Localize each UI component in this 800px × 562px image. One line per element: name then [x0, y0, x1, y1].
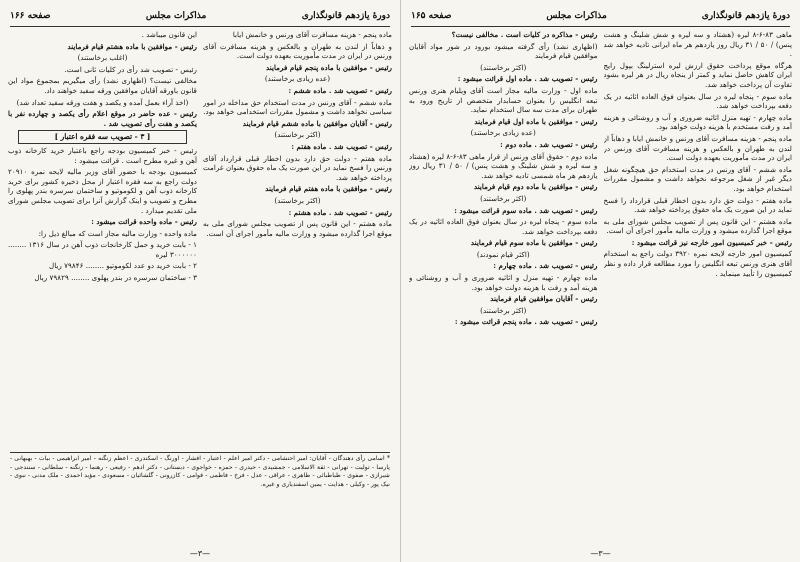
- paragraph: رئیس - موافقین با ماده هشتم قیام فرمایند: [67, 41, 197, 51]
- paragraph: رئیس - تصویب شد . ماده ششم :: [288, 85, 392, 95]
- paragraph: ماده چهارم - تهیه منزل اثاثیه ضروری و آب و روشنائی و هزینه آمد و رفت مستخدم با هزینه دولت خواهد بود.: [603, 112, 792, 132]
- paragraph: ماده هفتم - دولت حق دارد بدون اخطار قبلی قرارداد را فسخ نماید در این صورت یک ماه حقوق پرداخته خواهد شد.: [603, 195, 792, 215]
- paragraph: (اکثر برخاستند): [274, 195, 321, 205]
- paragraph: ماده ششم - آقای ورنس در مدت استخدام حق مداخله در امور سیاسی نخواهد داشت و مشمول مقررات استخدامی خواهد بود.: [203, 97, 392, 117]
- paragraph: و ذهاباً از لندن به طهران و بالعکس و هزینه مسافرت آقای ورنس در ایران در مدت مأموریت بعهده دولت است.: [203, 41, 392, 61]
- paragraph: مخالفی نیست؟ (اظهاری نشد) رأی میگیریم بمجموع مواد این قانون باورقه آقایان موافقین ورقه سفید خواهند داد.: [8, 76, 197, 95]
- left-page-number: —۳—: [189, 549, 211, 558]
- right-page-number: —۳—: [590, 549, 611, 558]
- paragraph: (اکثر برخاستند): [480, 193, 527, 203]
- right-page-columns: [409, 30, 792, 548]
- paragraph: رئیس - موافقین با ماده سوم قیام فرمایند: [470, 238, 598, 248]
- paragraph: کمیسیون امور خارجه لایحه نمره ۳۹۲۰ دولت راجع به استخدام آقای هنری ورنس تبعه انگلیس را مورد مطالعه قرار داده و نظر کمیسیون را تأیید مینماید .: [603, 249, 792, 278]
- paragraph: ۱ - بابت خرید و حمل کارخانجات ذوب آهن در سال ۱۳۱۶ ........ ۳۰۰۰۰۰۰ لیره: [8, 240, 197, 259]
- paragraph: رئیس - تصویب شد . ماده چهارم :: [493, 261, 598, 271]
- paragraph: (اکثر برخاستند): [480, 62, 527, 72]
- paragraph: رئیس - موافقین با ماده دوم قیام فرمایند: [473, 182, 598, 192]
- paragraph: (اکثر برخاستند): [480, 305, 527, 315]
- paragraph: ماده سوم - پنجاه لیره در سال بعنوان فوق العاده اثاثیه در یک دفعه بپرداخت خواهد شد.: [603, 91, 792, 111]
- paragraph: (عده زیادی برخاستند): [264, 74, 331, 84]
- paragraph: رئیس - تصویب شد . ماده اول قرائت میشود :: [457, 74, 598, 84]
- paragraph: رئیس - آقایان موافقین با ماده ششم قیام فرمایند: [242, 118, 392, 128]
- right-page: [401, 0, 800, 562]
- paragraph: ماده پنجم - هزینه مسافرت آقای ورنس و خانمش ایابا: [232, 30, 392, 39]
- paragraph: رئیس - تصویب شد . ماده دوم :: [500, 139, 598, 149]
- paragraph: ماده هفتم - دولت حق دارد بدون اخطار قبلی قرارداد آقای ورنس را فسخ نماید در این صورت یک ماه حقوق بعنوان غرامت پرداخته خواهد شد.: [203, 153, 392, 182]
- paragraph: ماده هشتم - این قانون پس از تصویب مجلس شورای ملی به موقع اجرا گذارده میشود و وزارت مالیه مأمور اجرای آن است.: [203, 219, 392, 238]
- paragraph: رئیس - آقایان موافقین قیام فرمایند: [490, 294, 598, 304]
- right-header-page-label: صفحه ۱۶۵: [411, 11, 452, 21]
- right-header-session: مذاکرات مجلس: [546, 11, 607, 21]
- paragraph: (اکثر برخاستند): [274, 130, 321, 140]
- paragraph: رئیس - خبر کمیسیون امور خارجه نیز قرائت میشود :: [631, 237, 792, 247]
- left-header-term: دورهٔ یازدهم قانونگذاری: [301, 11, 390, 21]
- left-header-session: مذاکرات مجلس: [145, 11, 207, 21]
- paragraph: ماده دوم - حقوق آقای ورنس از قرار ماهی ۸۳-۶-۸ لیره (هشتاد و سه لیره و شش شلینگ و هشت پنس) / ۵۰ / ۳۱ ریال روز یازدهم هر ماه شمسی تادیه خواهد شد.: [409, 151, 598, 180]
- section-heading: [ ۳ - تصویب سه فقره اعتبار ]: [18, 130, 187, 144]
- paragraph: (اغلب برخاستند): [77, 53, 128, 63]
- paragraph: رئیس - عده حاضر در موقع اعلام رأی یکصد و چهارده نفر با یکصد و هفت رأی تصویب شد .: [8, 109, 197, 128]
- paragraph: ماهی ۸۳-۶-۸ لیره (هشتاد و سه لیره و شش شلینگ و هشت پنس) / ۵۰ / ۳۱ ریال روز یازدهم هر ماه ایرانی تادیه خواهد شد .: [603, 30, 792, 59]
- right-page-column-left: [409, 30, 598, 548]
- paragraph: این قانون میباشد .: [141, 30, 197, 39]
- paragraph: رئیس - مذاکره در کلیات است . مخالفی نیست؟: [451, 30, 598, 39]
- paragraph: هرگاه موقع پرداخت حقوق ارزش لیره استرلینگ بپول رایج ایران کاهش حاصل نماید و کمتر از ینجاه ریال در هر لیره بشود تفاوت آن پرداخت خواهد شد.: [603, 60, 792, 89]
- paragraph: رئیس - موافقین با ماده اول قیام فرمایند: [474, 116, 598, 126]
- paragraph: رئیس - ماده واحده قرائت میشود :: [91, 217, 197, 227]
- left-page-header: [10, 8, 390, 27]
- right-page-column-right: [604, 30, 793, 548]
- paragraph: ماده واحده - وزارت مالیه مجاز است که مبالغ ذیل را:: [38, 228, 197, 238]
- left-header-page-label: صفحه ۱۶۶: [10, 11, 51, 21]
- paragraph: ۲ - بابت خرید دو عدد لکوموتیو ........ ۷۹۸۴۶ ریال: [48, 261, 197, 271]
- paragraph: کمیسیون بودجه با حضور آقای وزیر مالیه لایحه نمره ۲۰۹۱۰ دولت راجع به سه فقره اعتبار از محل ذخیره کشور برای خرید کارخانه ذوب آهن و لکوموتیو و ساختمان سرسره بندر پهلوی را مطرح و تصویب و اینک گزارش آنرا برای تصویب مجلس شورای ملی تقدیم میدارد .: [8, 167, 197, 215]
- paragraph: (اکثر قیام نمودند): [476, 249, 530, 259]
- paragraph: ماده چهارم - تهیه منزل و اثاثیه ضروری و آب و روشنائی و هزینه آمد و رفت با هزینه دولت خواهد بود.: [409, 273, 598, 292]
- paragraph: ماده اول - وزارت مالیه مجاز است آقای ویلیام هنری ورنس تبعه انگلیس را بعنوان حسابدار متخصص از تاریخ ورود به طهران برای مدت سه سال استخدام نماید.: [409, 85, 598, 115]
- paragraph: رئیس - تصویب شد . ماده سوم قرائت میشود :: [454, 205, 598, 215]
- paragraph: رئیس - تصویب شد . ماده پنجم قرائت میشود :: [454, 317, 598, 327]
- paragraph: رئیس - موافقین با ماده هفتم قیام فرمایند: [265, 184, 392, 194]
- right-header-term: دورهٔ یازدهم قانونگذاری: [701, 11, 790, 21]
- paragraph: (اخذ آراء بعمل آمده و یکصد و هفت ورقه سفید تعداد شد): [16, 97, 189, 107]
- paragraph: رئیس - موافقین با ماده پنجم قیام فرمایند: [266, 62, 392, 72]
- paragraph: ماده ششم - آقای ورنس در مدت استخدام حق هیچگونه شغل دیگر غیر از شغل مرجوعه نخواهد داشت و مشمول مقررات استخدام خواهد بود.: [603, 164, 792, 193]
- paragraph: ماده سوم - پنجاه لیره در سال بعنوان فوق العاده اثاثیه در یک دفعه بپرداخت خواهد شد.: [409, 217, 598, 236]
- paragraph: ۳ - ساختمان سرسره در بندر پهلوی ........ ۷۹۸۲۹ ریال: [34, 273, 197, 283]
- paragraph: (عده زیادی برخاستند): [470, 128, 536, 138]
- right-page-header: [411, 8, 790, 27]
- left-page-footnote: * اسامی رأی دهندگان - آقایان: امیر احتشامی - دکتر امیر اعلم - اعتبار - افشار - اورنگ - اسکندری - اعظم زنگنه - امیر ابراهیمی - بیات - بهبهانی - پارسا - تولیت - تهرانی - ثقة الاسلامی - جمشیدی - حیدری - حمزه - خواجوی - دبستانی - دکتر ادهم - رفیعی - رهنما - زنگنه - سلطانی - سنندجی - شیرازی - صفوی - طباطبائی - طاهری - عراقی - عدل - فرخ - فاطمی - قوامی - کازرونی - گلشائیان - مسعودی - مؤید احمدی - ملک مدنی - نبوی - نیک پور - وکیلی - هدایت - یمین اسفندیاری و غیره.: [10, 452, 390, 547]
- paragraph: رئیس - تصویب شد . ماده هشتم :: [288, 207, 392, 217]
- paragraph: ماده هشتم - این قانون پس از تصویب مجلس شورای ملی به موقع اجرا گذارده میشود و وزارت مالیه مأمور اجرای آن است.: [603, 216, 792, 236]
- paragraph: رئیس - تصویب شد . ماده هفتم :: [291, 141, 392, 151]
- paragraph: رئیس - خبر کمیسیون بودجه راجع باعتبار خرید کارخانه ذوب آهن و غیره مطرح است . قرائت میشود :: [8, 145, 197, 165]
- paragraph: (اظهاری نشد) رأی گرفته میشود بورود در شور مواد آقایان موافقین قیام فرمایند: [409, 41, 598, 61]
- paragraph: رئیس - تصویب شد رأی در کلیات ثانی است.: [64, 64, 197, 74]
- paragraph: ماده پنجم - هزینه مسافرت آقای ورنس و خانمش ایابا و ذهاباً از لندن به طهران و بالعکس و هزینه مسافرت آقای ورنس در ایران در مدت مأموریت بعهده دولت است.: [603, 133, 792, 163]
